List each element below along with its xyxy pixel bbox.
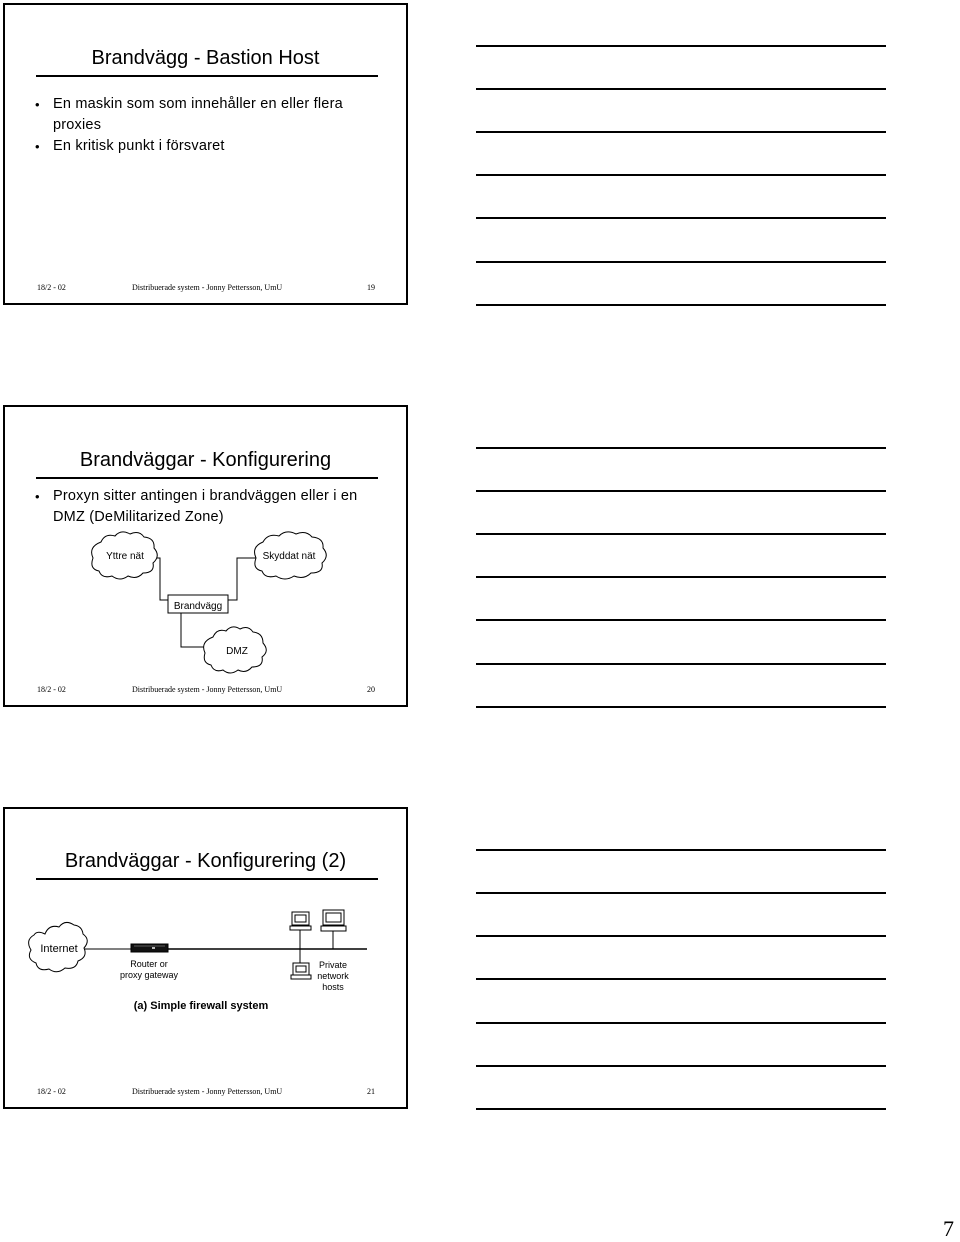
note-line (476, 447, 886, 449)
note-line (476, 533, 886, 535)
footer-date: 18/2 - 02 (37, 685, 66, 694)
footer-course: Distribuerade system - Jonny Pettersson, UmU (132, 685, 283, 694)
note-line (476, 490, 886, 492)
connector-line (155, 558, 168, 600)
note-line (476, 1065, 886, 1067)
note-line (476, 1108, 886, 1110)
router-icon (131, 944, 168, 952)
slide-title: Brandväggar - Konfigurering (79, 449, 332, 471)
slide-21 (3, 807, 408, 1109)
note-line (476, 217, 886, 219)
note-line (476, 978, 886, 980)
note-line (476, 619, 886, 621)
connector-line (228, 558, 258, 600)
note-line (476, 304, 886, 306)
note-line (476, 576, 886, 578)
slide-title: Brandväggar - Konfigurering (2) (64, 850, 347, 872)
note-line (476, 88, 886, 90)
firewall-label: Brandvägg (173, 601, 223, 612)
footer-page-number: 19 (367, 283, 375, 292)
note-line (476, 131, 886, 133)
cloud-label-dmz: DMZ (226, 646, 248, 657)
slide-title: Brandvägg - Bastion Host (91, 47, 320, 69)
cloud-label-protected: Skyddat nät (262, 551, 316, 562)
connector-line (181, 613, 205, 647)
note-line (476, 935, 886, 937)
title-rule (36, 75, 378, 77)
note-line (476, 663, 886, 665)
footer-page-number: 20 (367, 685, 375, 694)
note-line (476, 1022, 886, 1024)
slide-19 (3, 3, 408, 305)
router-label: proxy gateway (119, 970, 179, 980)
footer-date: 18/2 - 02 (37, 283, 66, 292)
bullet-list (35, 94, 382, 157)
note-line (476, 849, 886, 851)
dmz-diagram (5, 407, 406, 705)
note-line (476, 174, 886, 176)
footer-page-number: 21 (367, 1087, 375, 1096)
router-label: Router or (130, 959, 168, 969)
note-line (476, 45, 886, 47)
computer-icon (290, 912, 311, 949)
note-line (476, 892, 886, 894)
hosts-label: hosts (322, 982, 344, 992)
internet-label: Internet (40, 943, 78, 955)
bullet-item: • En kritisk punkt i försvaret (35, 136, 382, 157)
note-line (476, 706, 886, 708)
footer-date: 18/2 - 02 (37, 1087, 66, 1096)
hosts-label: Private (318, 960, 348, 970)
footer-course: Distribuerade system - Jonny Pettersson, UmU (132, 283, 283, 292)
firewall-system-diagram (5, 809, 406, 1107)
footer-course: Distribuerade system - Jonny Pettersson, UmU (132, 1087, 283, 1096)
slide-20 (3, 405, 408, 707)
cloud-label-outer: Yttre nät (106, 551, 144, 562)
bullet-item: • Proxyn sitter antingen i brandväggen eller i en DMZ (DeMilitarized Zone) (35, 486, 382, 528)
note-line (476, 261, 886, 263)
bullet-item: • En maskin som som innehåller en eller flera proxies (35, 94, 382, 136)
diagram-caption: (a) Simple firewall system (133, 1000, 269, 1012)
page-number: 7 (943, 1216, 954, 1241)
computer-icon (291, 949, 311, 979)
computer-icon (321, 910, 346, 949)
hosts-label: network (317, 971, 349, 981)
